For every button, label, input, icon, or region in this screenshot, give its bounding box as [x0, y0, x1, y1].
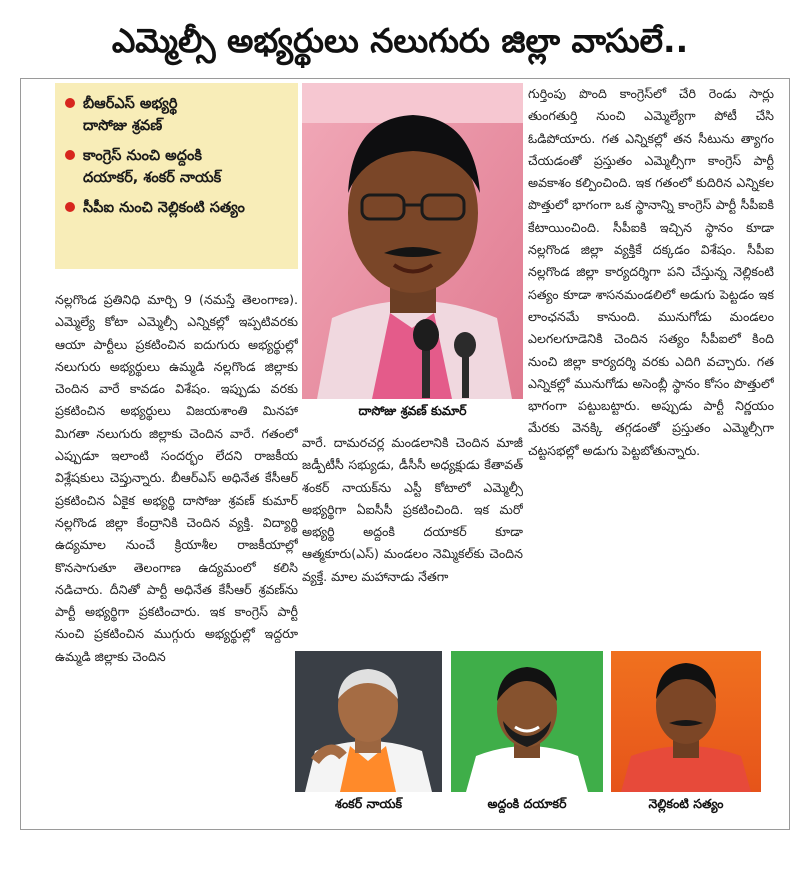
bullet-icon	[65, 202, 75, 212]
photo-shankar-nayak	[295, 651, 442, 792]
highlight-line: దయాకర్, శంకర్ నాయక్	[83, 170, 222, 186]
article-column-3	[528, 83, 774, 635]
photo-addanki-dayakar	[451, 651, 603, 792]
portrait-image	[295, 651, 442, 792]
highlight-item	[65, 145, 292, 189]
highlight-item	[65, 93, 292, 137]
bullet-icon	[65, 150, 75, 160]
highlights-box	[55, 83, 298, 269]
highlight-line: బీఆర్ఎస్ అభ్యర్థి	[83, 96, 178, 112]
top-rule	[20, 78, 790, 79]
portrait-image	[302, 83, 523, 399]
highlight-line: సీపీఐ నుంచి నెల్లికంటి సత్యం	[83, 200, 245, 216]
highlight-line: దాసోజు శ్రవణ్	[83, 118, 163, 134]
highlight-line: కాంగ్రెస్ నుంచి అద్దంకి	[83, 148, 202, 164]
right-rule	[789, 78, 790, 830]
left-rule	[20, 78, 21, 830]
bullet-icon	[65, 98, 75, 108]
article-column-2	[302, 432, 523, 632]
headline: ఎమ్మెల్సీ అభ్యర్థులు నలుగురు జిల్లా వాసులే..	[111, 21, 689, 60]
highlight-item	[65, 197, 292, 219]
article-text: వారే. దామరచర్ల మండలానికి చెందిన మాజీ జడ్పీటీసీ సభ్యుడు, డీసీసీ అధ్యక్షుడు కేతావత్ శంకర్ నాయక్‌ను ఎస్టీ కోటాలో ఎమ్మెల్సీ అభ్యర్థిగా ఏఐసీసీ ప్రకటించింది. ఇక మరో అభ్యర్థి అద్దంకి దయాకర్ కూడా ఆత్మకూరు(ఎస్) మండలం నెమ్మికల్‌కు చెందిన వ్యక్తే. మాల మహానాడు నేతగా	[302, 435, 523, 584]
main-photo	[302, 83, 523, 399]
article-text: గుర్తింపు పొంది కాంగ్రెస్‌లో చేరి రెండు సార్లు తుంగతుర్తి నుంచి ఎమ్మెల్యేగా పోటీ చేసి ఓడిపోయారు. గత ఎన్నికల్లో తన సీటును త్యాగం చేయడంతో ప్రస్తుతం ఎమ్మెల్సీగా కాంగ్రెస్ పార్టీ అవకాశం కల్పించింది. ఇక గతంలో కుదిరిన ఎన్నికల పొత్తులో భాగంగా ఒక స్థానాన్ని కాంగ్రెస్ పార్టీ సీపీఐకి కేటాయించింది. సీపీఐకి ఇచ్చిన స్థానం కూడా నల్లగొండ జిల్లా వ్యక్తికే దక్కడం విశేషం. సీపీఐ నల్లగొండ జిల్లా కార్యదర్శిగా పని చేస్తున్న నెల్లికంటి సత్యం కూడా శాసనమండలిలో అడుగు పెట్టడం ఇక లాంఛనమే కానుంది. మునుగోడు మండలం ఎలగలగూడెనికి చెందిన సత్యం సీపీఐలో కింది నుంచి జిల్లా కార్యదర్శి వరకు ఎదిగి వచ్చారు. గత ఎన్నికల్లో మునుగోడు అసెంబ్లీ స్థానం కోసం పొత్తులో భాగంగా పట్టుబట్టారు. అప్పుడు పార్టీ నిర్ణయం మేరకు వెనక్కి తగ్గడంతో ప్రస్తుతం ఎమ్మెల్సీగా చట్టసభల్లో అడుగు పెట్టబోతున్నారు.	[528, 86, 774, 458]
main-photo-caption: దాసోజు శ్రవణ్ కుమార్	[358, 403, 467, 418]
bottom-rule	[20, 829, 790, 830]
caption-shankar-nayak: శంకర్ నాయక్	[334, 796, 403, 811]
portrait-image	[451, 651, 603, 792]
photo-nellikanti-satyam	[611, 651, 761, 792]
caption-addanki-dayakar: అద్దంకి దయాకర్	[487, 796, 567, 811]
article-column-1	[55, 289, 298, 824]
article-text: నల్లగొండ ప్రతినిధి మార్చి 9 (నమస్తే తెలంగాణ). ఎమ్మెల్యే కోటా ఎమ్మెల్సీ ఎన్నికల్లో ఇప్పటివరకు ఆయా పార్టీలు ప్రకటించిన ఐదుగురు అభ్యర్థుల్లో నలుగురు అభ్యర్థులు ఉమ్మడి నల్లగొండ జిల్లాకు చెందిన వారే కావడం విశేషం. ఇప్పుడు వరకు ప్రకటించిన అభ్యర్థులు విజయశాంతి మినహా మిగతా నలుగురు జిల్లాకు చెందిన వారే. గతంలో ఎప్పుడూ ఇలాంటి సందర్భం లేదని రాజకీయ విశ్లేషకులు చెప్తున్నారు. బీఆర్ఎస్ అధినేత కేసీఆర్ ప్రకటించిన ఏకైక అభ్యర్థి దాసోజు శ్రవణ్ కుమార్ నల్లగొండ జిల్లా కేంద్రానికి చెందిన వ్యక్తి. విద్యార్థి ఉద్యమాల నుంచే క్రియాశీల రాజకీయాల్లో కొనసాగుతూ తెలంగాణ ఉద్యమంలో కలిసి నడిచారు. దీనితో పార్టీ అధినేత కేసీఆర్ శ్రవణ్‌ను పార్టీ అభ్యర్థిగా ప్రకటించారు. ఇక కాంగ్రెస్ పార్టీ నుంచి ప్రకటించిన ముగ్గురు అభ్యర్థుల్లో ఇద్దరూ ఉమ్మడి జిల్లాకు చెందిన	[55, 292, 298, 664]
portrait-image	[611, 651, 761, 792]
caption-nellikanti-satyam: నెల్లికంటి సత్యం	[648, 796, 724, 811]
